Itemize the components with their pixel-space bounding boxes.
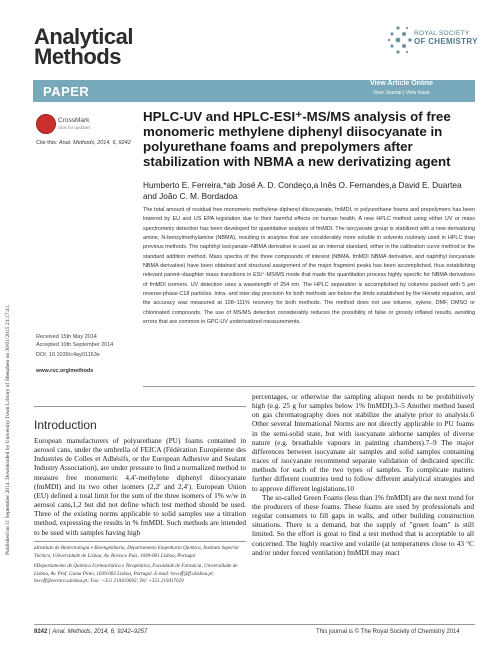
footnote-divider (34, 541, 246, 542)
journal-title (34, 24, 194, 69)
publisher-line2: OF CHEMISTRY (414, 37, 478, 46)
citation-text: Anal. Methods, 2014, 6, 9242 (58, 140, 131, 146)
download-side-note-text: Published on 11 September 2014. Downloaded by University Town Library of Shenzhen on 30/01/2015 23:17:41. (5, 304, 11, 555)
view-article-online-link[interactable]: View Article Online (370, 80, 434, 87)
download-side-note (2, 95, 12, 555)
crossmark-label: CrossMark (58, 117, 90, 124)
abstract-divider (143, 386, 475, 387)
footnote-a: aInstituto de Biotecnologia e Bioengenharia, Departamento Engenharia Química, Instituto Superior Técnico, Universidade de Lisboa, Av. Rovisco Pais, 1049-001 Lisboa, Portugal (34, 545, 240, 559)
footer-page-number: 9242 (34, 629, 48, 635)
citation-prefix: Cite this: (36, 140, 58, 146)
received-date: Received 15th May 2014 (36, 334, 97, 340)
authors-line1: Humberto E. Ferreira,*ab José A. D. Condeço,a Inês O. Fernandes,a David E. Duartea (143, 180, 462, 190)
citation (36, 140, 131, 146)
crossmark-icon[interactable] (36, 114, 56, 134)
intro-left-column (34, 436, 246, 537)
author-list (143, 180, 473, 202)
footer-citation: 9242 | Anal. Methods, 2014, 6, 9242–9257 (34, 629, 148, 635)
journal-title-line1: Analytical (34, 24, 133, 49)
crossmark-button[interactable] (58, 117, 91, 131)
crossmark-sublabel: click for updates (58, 125, 91, 130)
section-label: PAPER (43, 84, 90, 99)
footnote-b: bDepartamento de Química Farmacêutica e Terapêutica, Faculdade de Farmácia, Universidade de Lisboa, Av. Prof. Gama Pinto, 1649-003 Lisboa, Portugal. E-mail: hecoff@ff.ulisboa.pt; hecoff@tecnico.ulisboa.pt; Fax: +351 219419692; Tel: +351 219417629 (34, 563, 238, 585)
intro-left-paragraph: European manufacturers of polyurethane (PU) foams contained in aerosol cans, under the umbrella of FEICA (Fédération Européenne des Industries de Colles et Adhésifs, or the European Adhesive and Sealant Industry Association), are under pressure to find a normalized method to measure free monomeric 4,4′-methylene diphenyl diisocyanate (fmMDI) and its two other isomers (2,2′ and 2,4′). European Union (EU) defined a total limit for the sum of the three isomers of 1% w/w in aerosol cans,1,2 but did not define which test method should be used. Three of the existing norms applicable to solid samples use a titration method, expressing the results in % fmMDI. Such methods are intended to be used with samples having high (34, 436, 246, 537)
article-title: HPLC-UV and HPLC-ESI⁺-MS/MS analysis of free monomeric methylene diphenyl diisocyanate in polyurethane foams and prepolymers after stabilization with NBMA a new derivatizing agent (143, 109, 451, 169)
footer-divider (34, 624, 475, 625)
authors-line2: and João C. M. Bordadoa (143, 191, 238, 201)
affiliation-footnotes (34, 545, 246, 589)
intro-top-divider (34, 406, 246, 407)
introduction-heading: Introduction (34, 418, 97, 432)
publisher-name (414, 30, 484, 46)
doi[interactable]: DOI: 10.1039/c4ay01163e (36, 352, 100, 358)
journal-title-line2: Methods (34, 44, 121, 69)
journal-website-link[interactable]: www.rsc.org/methods (36, 368, 94, 374)
article-dates (36, 333, 113, 349)
intro-right-paragraph-1: percentages, or otherwise the sampling aliquot needs to be prohibitively high (e.g. 25 g for samples below 1% fmMDI).3–5 Another method based on gas chromatography does not stabilize the analyte prior to analysis.6 Other several International Norms are not directly applicable to PU foams in the semi-solid state, but with isocyanate airborne samples of diverse nature (e.g. breathable vapours in painting chambers).7–9 The major differences between isocyanate air samples and solid samples containing traces of isocyanate recommend separate validation of dedicated specific methods for each of the two types of samples. To complicate matters further different countries tend to follow different analytical strategies and to approve different legislations.10 (252, 392, 474, 493)
footer-journal-ref: Anal. Methods, 2014, 6, 9242–9257 (52, 629, 148, 635)
intro-right-column (252, 392, 474, 557)
intro-right-paragraph-2: The so-called Green Foams (less than 1% fmMDI) are the next trend for the producers of these foams. These foams are used by professionals and regular consumers to fill gaps in walls, and other building construction situations. There is a demand, but the supply of "green foam" is still limited. So the effort is great to find a test method that is acceptable to all concerned. The highly reactive and volatile (at temperatures close to 43 °C and/or under forced ventilation) fmMDI may react (252, 492, 474, 557)
abstract: The total amount of residual free monomeric methylene diphenyl diisocyanate, fmMDI, in polyurethane foams and prepolymers has been lowered by EU and US EPA legislation due to their harmful effects on human health. A new HPLC method using either UV or mass spectrometry detection has been developed for quantitative analysis of fmMDI. The isocyanate group is stabilized with a new derivatizing amine, N-benzylmethylamine (NBMA), resulting in analytes that are considerably more soluble in solvents routinely used in HPLC than previous methods. The naphthyl isocyanate–NBMA derivative is used as an internal standard, either in the calibration curve method or the standard addition method. Mass spectra of the three compounds of interest (NBMA, fmMDI NBMA derivative, and naphthyl isocyanate NBMA derivative) have been obtained and structural assignment of the major fragment peaks has been accomplished, thus establishing relevant parent–daughter mass transitions in ESI⁺-MS/MS mode that made the quantitation process highly specific for NBMA derivatives of fmMDI isomers. UV detection uses a wavelength of 254 nm. The HPLC separation is accomplished by columns packed with 5 μm reverse-phase C18 particles. Intra- and inter-day precision for both methods are below the limits established by the Horwitz equation, and the accuracy was measured at 108–111% recovery for both methods. The method does not use toluene, xylene, DMF, DMSO or chlorinated compounds. The use of MS/MS detection considerably reduces the possibility of false or grossly inflated results, avoiding errors that are common in GPC-UV underivatized measurements. (143, 207, 475, 326)
view-journal-issue-link[interactable]: View Journal | View Issue (373, 90, 430, 96)
accepted-date: Accepted 10th September 2014 (36, 342, 114, 348)
footer-copyright: This journal is © The Royal Society of Chemistry 2014 (316, 629, 460, 635)
publisher-line1: ROYAL SOCIETY (414, 30, 470, 37)
